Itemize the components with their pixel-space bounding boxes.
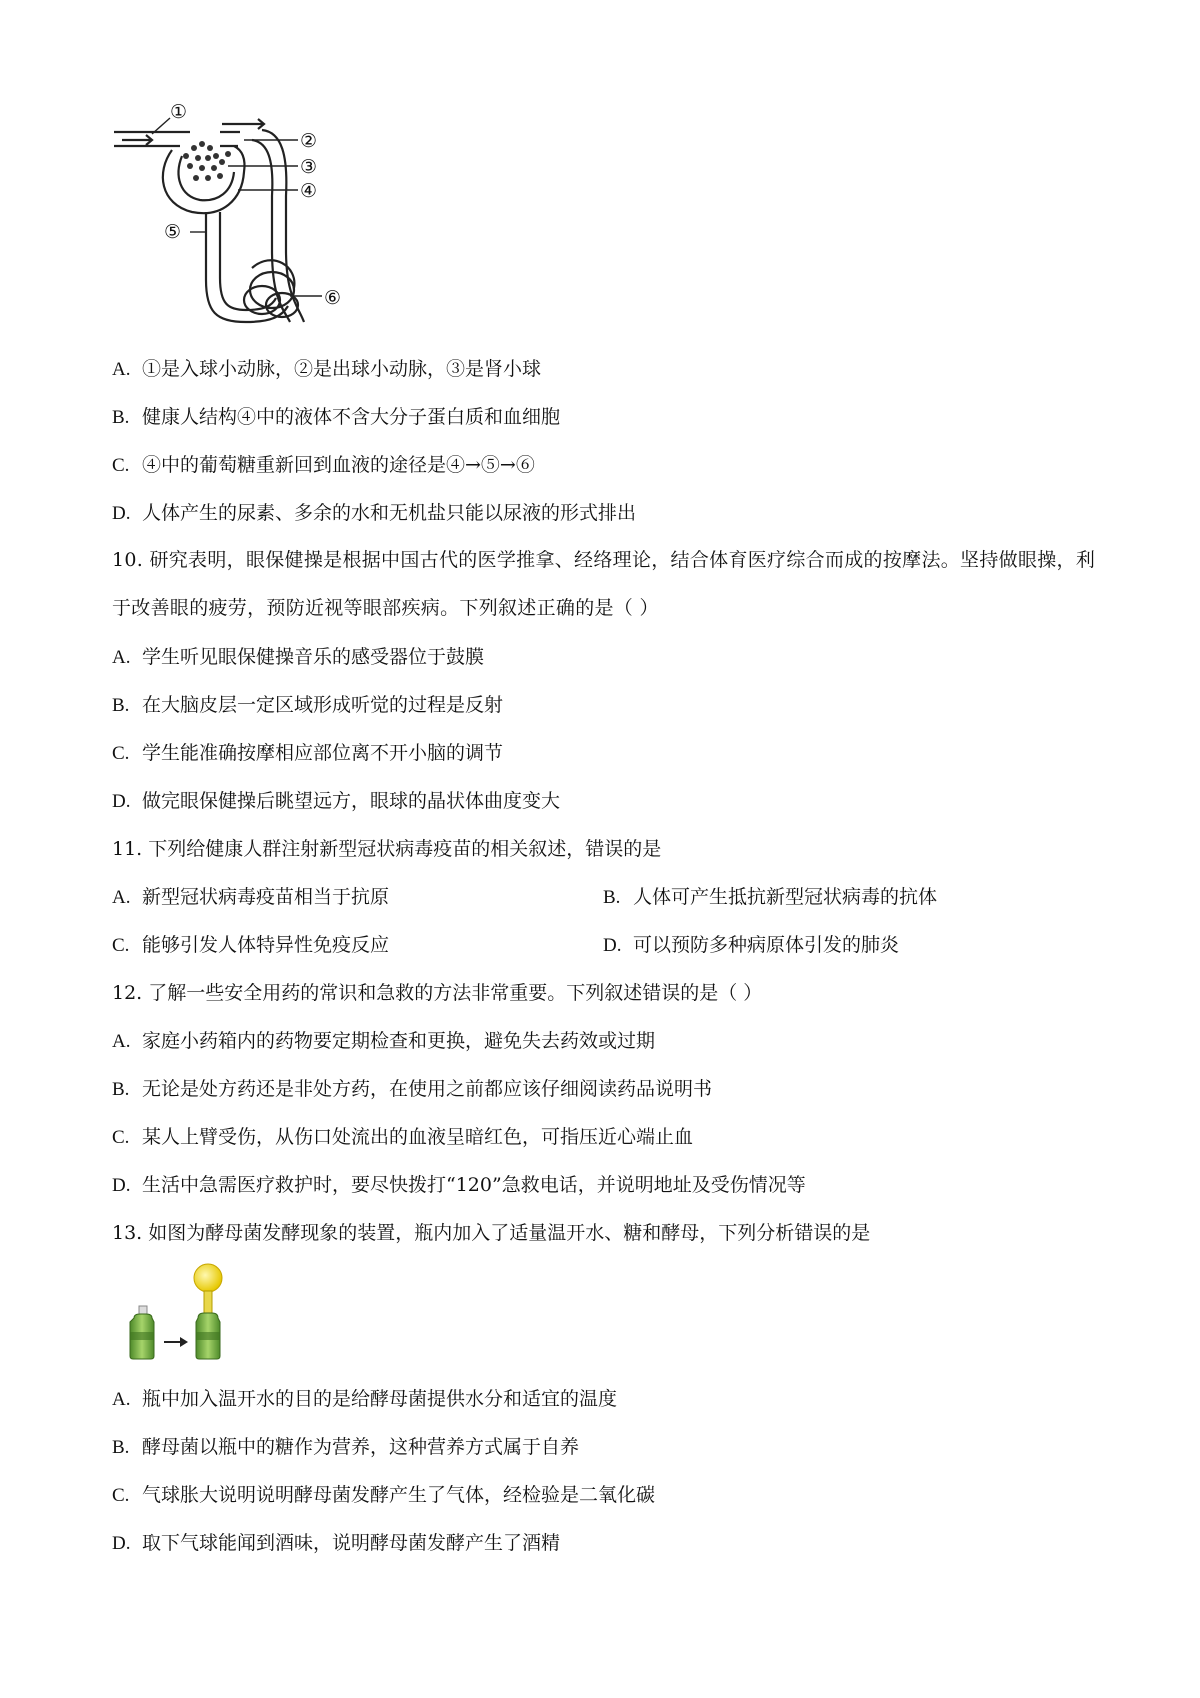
option-letter: B.: [603, 887, 621, 908]
label-5: ⑤: [164, 221, 182, 243]
option-text: 人体可产生抵抗新型冠状病毒的抗体: [633, 886, 938, 908]
q12-option-b: [112, 1076, 712, 1103]
option-letter: D.: [112, 1533, 131, 1554]
q9-option-a: [112, 356, 541, 383]
option-text: 学生能准确按摩相应部位离不开小脑的调节: [142, 742, 504, 764]
option-text: 某人上臂受伤，从伤口处流出的血液呈暗红色，可指压近心端止血: [142, 1126, 694, 1148]
option-text: 酵母菌以瓶中的糖作为营养，这种营养方式属于自养: [142, 1436, 580, 1458]
option-letter: C.: [112, 1485, 130, 1506]
q13-option-c: [112, 1482, 655, 1509]
option-letter: B.: [112, 1079, 130, 1100]
q13-option-d: [112, 1530, 560, 1557]
q10-stem: 10. 研究表明，眼保健操是根据中国古代的医学推拿、经络理论，结合体育医疗综合而成的按摩法。坚持做眼操，利于改善眼的疲劳，预防近视等眼部疾病。下列叙述正确的是（ ）: [112, 549, 1096, 619]
option-letter: D.: [112, 1175, 131, 1196]
option-letter: A.: [112, 1031, 131, 1052]
option-text: ④中的葡萄糖重新回到血液的途径是④→⑤→⑥: [142, 454, 535, 476]
option-text: 可以预防多种病原体引发的肺炎: [633, 934, 900, 956]
q9-option-d: [112, 500, 636, 527]
q13-option-b: [112, 1434, 579, 1461]
q11-stem: 11. 下列给健康人群注射新型冠状病毒疫苗的相关叙述，错误的是: [112, 838, 662, 860]
label-2: ②: [300, 130, 318, 152]
q10-option-d: [112, 788, 560, 815]
option-text: 能够引发人体特异性免疫反应: [142, 934, 390, 956]
option-letter: D.: [112, 791, 131, 812]
yeast-fermentation-figure: [126, 1262, 246, 1360]
option-letter: C.: [112, 1127, 130, 1148]
label-1: ①: [170, 101, 188, 123]
balloon-icon: [194, 1264, 222, 1292]
option-letter: D.: [603, 935, 622, 956]
option-letter: A.: [112, 887, 131, 908]
q9-option-c: [112, 452, 535, 479]
q11-option-b: [603, 884, 937, 911]
option-text: 瓶中加入温开水的目的是给酵母菌提供水分和适宜的温度: [142, 1388, 618, 1410]
bottle-with-balloon-icon: [194, 1264, 222, 1359]
option-text: 在大脑皮层一定区域形成听觉的过程是反射: [142, 694, 504, 716]
q12-option-d: [112, 1172, 806, 1199]
option-text: 学生听见眼保健操音乐的感受器位于鼓膜: [142, 646, 485, 668]
option-letter: C.: [112, 743, 130, 764]
option-text: ①是入球小动脉，②是出球小动脉，③是肾小球: [142, 358, 542, 380]
option-letter: A.: [112, 1389, 131, 1410]
option-text: 健康人结构④中的液体不含大分子蛋白质和血细胞: [142, 406, 561, 428]
q9-option-b: [112, 404, 560, 431]
option-letter: D.: [112, 503, 131, 524]
q12-option-c: [112, 1124, 693, 1151]
nephron-diagram: [112, 100, 372, 340]
option-text: 取下气球能闻到酒味，说明酵母菌发酵产生了酒精: [142, 1532, 561, 1554]
option-text: 无论是处方药还是非处方药，在使用之前都应该仔细阅读药品说明书: [142, 1078, 713, 1100]
label-4: ④: [300, 180, 318, 202]
option-letter: C.: [112, 935, 130, 956]
option-letter: B.: [112, 1437, 130, 1458]
option-letter: A.: [112, 359, 131, 380]
q12-option-a: [112, 1028, 655, 1055]
option-letter: B.: [112, 407, 130, 428]
arrow-right-icon: [164, 1337, 188, 1347]
option-letter: C.: [112, 455, 130, 476]
q10-option-c: [112, 740, 503, 767]
bottle-before-icon: [130, 1306, 154, 1359]
option-text: 做完眼保健操后眺望远方，眼球的晶状体曲度变大: [142, 790, 561, 812]
q12-stem: 12. 了解一些安全用药的常识和急救的方法非常重要。下列叙述错误的是（ ）: [112, 982, 763, 1004]
option-letter: B.: [112, 695, 130, 716]
q11-option-a: [112, 884, 389, 911]
label-3: ③: [300, 156, 318, 178]
option-text: 气球胀大说明说明酵母菌发酵产生了气体，经检验是二氧化碳: [142, 1484, 656, 1506]
q11-option-c: [112, 932, 389, 959]
q13-option-a: [112, 1386, 617, 1413]
q13-stem: 13. 如图为酵母菌发酵现象的装置，瓶内加入了适量温开水、糖和酵母，下列分析错误的是: [112, 1222, 871, 1244]
q11-option-d: [603, 932, 899, 959]
option-letter: A.: [112, 647, 131, 668]
option-text: 新型冠状病毒疫苗相当于抗原: [142, 886, 390, 908]
q10-option-a: [112, 644, 484, 671]
label-6: ⑥: [324, 287, 342, 309]
option-text: 人体产生的尿素、多余的水和无机盐只能以尿液的形式排出: [142, 502, 637, 524]
option-text: 家庭小药箱内的药物要定期检查和更换，避免失去药效或过期: [142, 1030, 656, 1052]
q10-option-b: [112, 692, 503, 719]
option-text: 生活中急需医疗救护时，要尽快拨打“120”急救电话，并说明地址及受伤情况等: [142, 1174, 806, 1196]
